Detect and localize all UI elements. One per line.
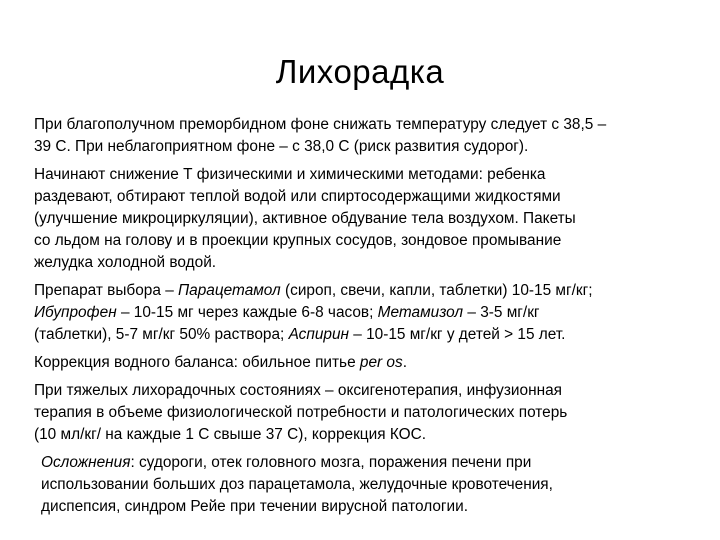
text-line (41, 452, 696, 474)
drug-name-aspirin: Аспирин (288, 326, 349, 343)
paragraph-drug-choice (34, 280, 696, 346)
text-line: терапия в объеме физиологической потребности и патологических потерь (34, 404, 568, 421)
text-line: 39 С. При неблагоприятном фоне – с 38,0 С (риск развития судорог). (34, 138, 529, 155)
text-segment: . (402, 354, 407, 371)
text-line: (улучшение микроциркуляции), активное обдувание тела воздухом. Пакеты (34, 210, 576, 227)
text-segment: – 3-5 мг/кг (463, 304, 540, 321)
text-line (34, 352, 696, 374)
latin-term: per os (359, 354, 403, 371)
slide-title: Лихорадка (275, 53, 445, 90)
text-line (34, 280, 696, 302)
text-segment: (таблетки), 5-7 мг/кг 50% раствора; (34, 326, 289, 343)
text-segment: : судороги, отек головного мозга, поражения печени при (130, 454, 532, 471)
text-segment: – 10-15 мг/кг у детей > 15 лет. (348, 326, 566, 343)
text-segment: (сироп, свечи, капли, таблетки) 10-15 мг/кг; (280, 282, 593, 299)
text-line: желудка холодной водой. (34, 254, 217, 271)
text-line (34, 324, 696, 346)
text-line (34, 302, 696, 324)
text-line: При благополучном преморбидном фоне снижать температуру следует с 38,5 – (34, 116, 607, 133)
text-line: раздевают, обтирают теплой водой или спиртосодержащими жидкостями (34, 188, 561, 205)
drug-name-paracetamol: Парацетамол (178, 282, 281, 299)
complications-label: Осложнения (41, 454, 131, 471)
text-segment: Препарат выбора – (34, 282, 179, 299)
text-line: При тяжелых лихорадочных состояниях – оксигенотерапия, инфузионная (34, 382, 562, 399)
paragraph-water-balance (34, 352, 696, 374)
paragraph-cooling-methods (34, 164, 696, 274)
drug-name-ibuprofen: Ибупрофен (34, 304, 117, 321)
paragraph-temperature-threshold (34, 114, 696, 158)
text-line: (10 мл/кг/ на каждые 1 С свыше 37 С), коррекция КОС. (34, 426, 426, 443)
paragraph-severe-states (34, 380, 696, 446)
drug-name-metamizole: Метамизол (377, 304, 464, 321)
slide-body (34, 114, 696, 524)
text-line: диспепсия, синдром Рейе при течении вирусной патологии. (41, 498, 469, 515)
text-segment: Коррекция водного баланса: обильное питье (34, 354, 360, 371)
text-line: Начинают снижение Т физическими и химическими методами: ребенка (34, 166, 546, 183)
text-line: со льдом на голову и в проекции крупных сосудов, зондовое промывание (34, 232, 562, 249)
text-segment: – 10-15 мг через каждые 6-8 часов; (116, 304, 378, 321)
paragraph-complications (34, 452, 696, 518)
text-line: использовании больших доз парацетамола, желудочные кровотечения, (41, 476, 553, 493)
